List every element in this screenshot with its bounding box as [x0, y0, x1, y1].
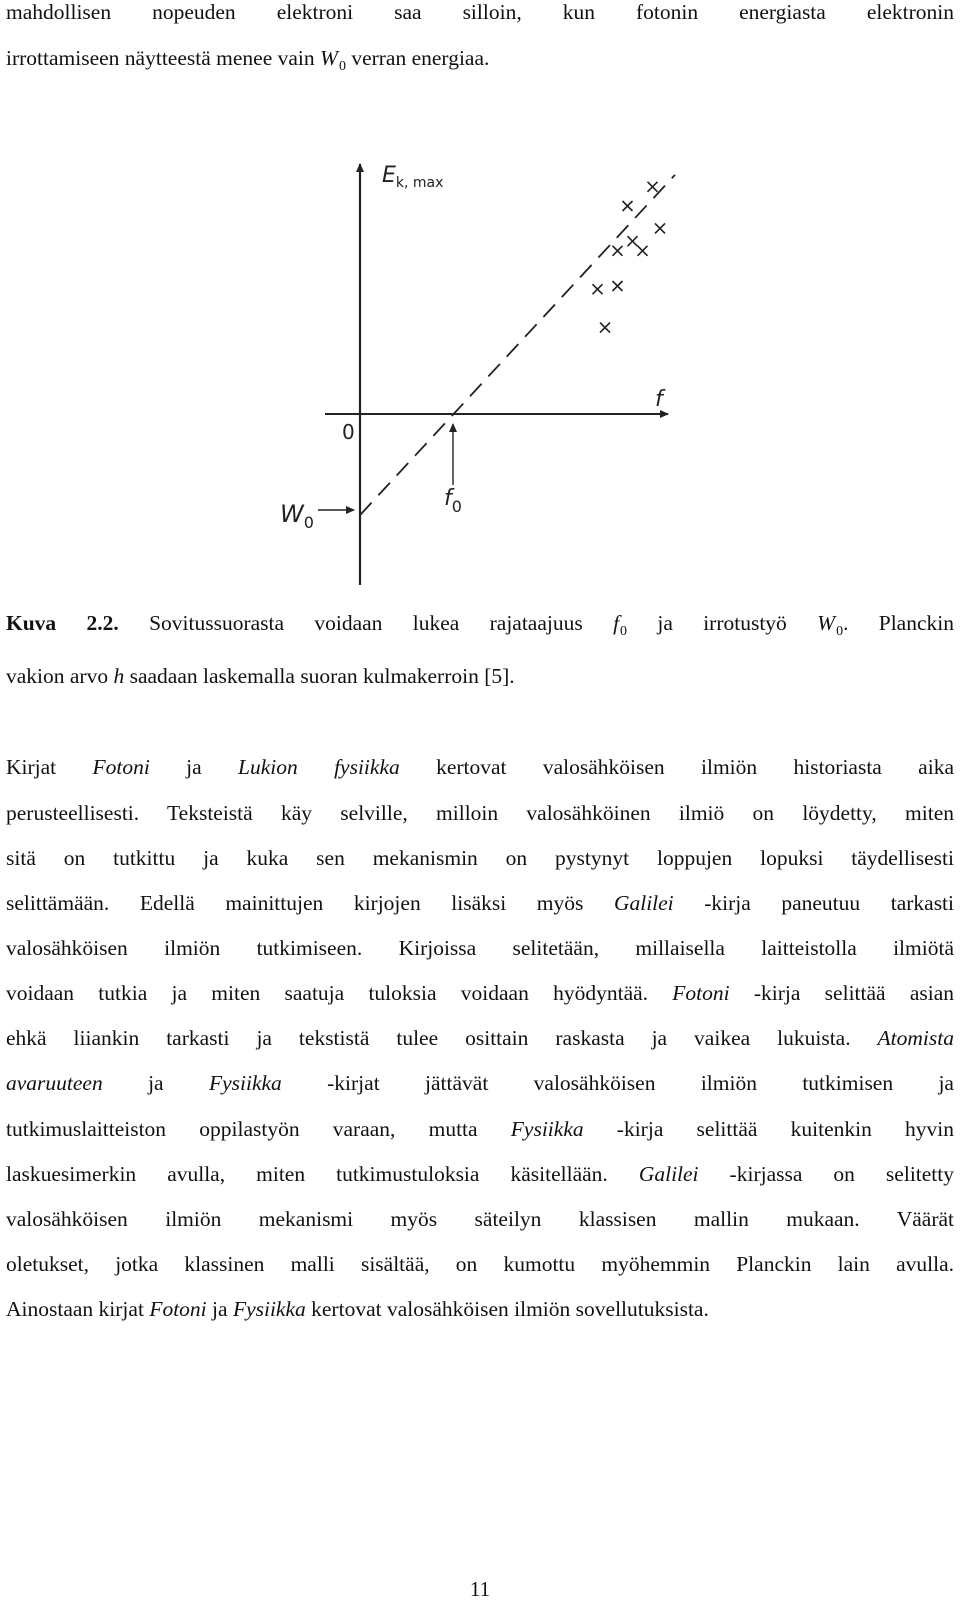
book-title-fysiikka: Fysiikka — [208, 1071, 282, 1095]
fit-line — [360, 175, 675, 515]
body-line-6 — [6, 970, 954, 1016]
book-title-fysiikka: Fysiikka — [510, 1117, 584, 1141]
book-title-lukion-fysiikka: Lukion fysiikka — [238, 755, 400, 779]
intro-line-1 — [6, 0, 954, 35]
body-l12: oletukset, jotka klassinen malli sisältää, on kumottu myöhemmin Planckin lain avulla. — [6, 1252, 954, 1276]
caption-line-2 — [6, 653, 954, 699]
body-line-1 — [6, 744, 954, 790]
intro-text-b: verran energiaa. — [345, 46, 490, 70]
intro-w-subscript: 0 — [338, 59, 346, 74]
intro-line-1-text: mahdollisen nopeuden elektroni saa silloin, kun fotonin energiasta elektronin — [6, 0, 954, 24]
body-line-2 — [6, 790, 954, 836]
caption-f-subscript: 0 — [620, 624, 628, 639]
w0-label: $W_0$ — [280, 500, 314, 532]
body-l8-a: ja — [102, 1071, 209, 1095]
caption-label: Kuva 2.2. — [6, 611, 119, 635]
book-title-galilei: Galilei — [613, 891, 674, 915]
caption-w-symbol: W — [817, 611, 836, 635]
f0-label: $f_0$ — [444, 486, 462, 516]
caption-w-subscript: 0 — [836, 624, 844, 639]
book-title-fysiikka: Fysiikka — [232, 1297, 306, 1321]
body-l3: sitä on tutkittu ja kuka sen mekanismin on pystynyt loppujen lopuksi täydellisesti — [6, 846, 954, 870]
data-point-2 — [600, 323, 610, 333]
body-l13-b: ja — [206, 1297, 233, 1321]
book-title-fotoni: Fotoni — [672, 981, 730, 1005]
body-l9-a: tutkimuslaitteiston oppilastyön varaan, mutta — [6, 1117, 511, 1141]
body-line-10 — [6, 1151, 954, 1197]
body-l5: valosähköisen ilmiön tutkimiseen. Kirjoissa selitetään, millaisella laitteistolla ilmiötä — [6, 936, 954, 960]
data-point-1 — [593, 284, 603, 294]
data-point-6 — [628, 236, 638, 246]
intro-text-a: irrottamiseen näytteestä menee vain — [6, 46, 321, 70]
body-line-3 — [6, 835, 954, 881]
caption-text-a: Sovitussuorasta voidaan lukea rajataajuus — [118, 611, 614, 635]
caption-h-symbol: h — [113, 664, 125, 688]
body-l1-c: kertovat valosähköisen ilmiön historiasta aika — [399, 755, 954, 779]
body-l9-b: -kirja selittää kuitenkin hyvin — [583, 1117, 955, 1141]
body-line-4 — [6, 880, 954, 926]
body-l10-b: -kirjassa on selitetty — [698, 1162, 955, 1186]
data-point-7 — [638, 246, 648, 256]
body-line-7 — [6, 1015, 954, 1061]
body-l13-a: Ainostaan kirjat — [6, 1297, 150, 1321]
body-l11: valosähköisen ilmiön mekanismi myös säteilyn klassisen mallin mukaan. Väärät — [6, 1207, 954, 1231]
origin-label: 0 — [342, 420, 355, 444]
data-point-5 — [623, 201, 633, 211]
caption-line-1 — [6, 600, 954, 650]
body-l4-b: -kirja paneutuu tarkasti — [673, 891, 955, 915]
body-l6-b: -kirja selittää asian — [729, 981, 955, 1005]
body-l7-a: ehkä liiankin tarkasti ja tekstistä tulee osittain raskasta ja vaikea lukuista. — [6, 1026, 878, 1050]
data-points — [593, 182, 666, 333]
body-l6-a: voidaan tutkia ja miten saatuja tuloksia voidaan hyödyntää. — [6, 981, 673, 1005]
book-title-fotoni: Fotoni — [149, 1297, 207, 1321]
photoelectric-graph — [270, 140, 690, 600]
body-l13-c: kertovat valosähköisen ilmiön sovellutuksista. — [305, 1297, 709, 1321]
body-line-5 — [6, 925, 954, 971]
book-title-avaruuteen: avaruuteen — [6, 1071, 103, 1095]
body-l4-a: selittämään. Edellä mainittujen kirjojen lisäksi myös — [6, 891, 614, 915]
body-l1-b: ja — [149, 755, 239, 779]
body-l8-b: -kirjat jättävät valosähköisen ilmiön tutkimisen ja — [281, 1071, 954, 1095]
book-title-atomista: Atomista — [877, 1026, 954, 1050]
data-point-9 — [655, 223, 665, 233]
body-line-8 — [6, 1060, 954, 1106]
book-title-fotoni: Fotoni — [92, 755, 150, 779]
intro-w-symbol: W — [320, 46, 338, 70]
body-l1-a: Kirjat — [6, 755, 93, 779]
x-axis-label: f — [655, 387, 663, 412]
data-point-3 — [613, 246, 623, 256]
caption-line2-b: saadaan laskemalla suoran kulmakerroin [5]. — [124, 664, 515, 688]
caption-text-c: . Planckin — [843, 611, 954, 635]
body-line-11 — [6, 1196, 954, 1242]
caption-f-symbol: f — [613, 611, 620, 635]
caption-text-b: ja irrotustyö — [627, 611, 818, 635]
book-title-galilei: Galilei — [638, 1162, 699, 1186]
body-line-13 — [6, 1286, 954, 1332]
body-line-12 — [6, 1241, 954, 1287]
body-l2: perusteellisesti. Teksteistä käy selville, milloin valosähköinen ilmiö on löydetty, miten — [6, 801, 954, 825]
data-point-8 — [648, 182, 658, 192]
body-line-9 — [6, 1106, 954, 1152]
data-point-4 — [613, 281, 623, 291]
body-l10-a: laskuesimerkin avulla, miten tutkimustuloksia käsitellään. — [6, 1162, 639, 1186]
page-number: 11 — [469, 1577, 491, 1601]
y-axis-label: $E_{k, max}$ — [382, 163, 444, 191]
caption-line2-a: vakion arvo — [6, 664, 114, 688]
intro-line-2 — [6, 35, 954, 85]
